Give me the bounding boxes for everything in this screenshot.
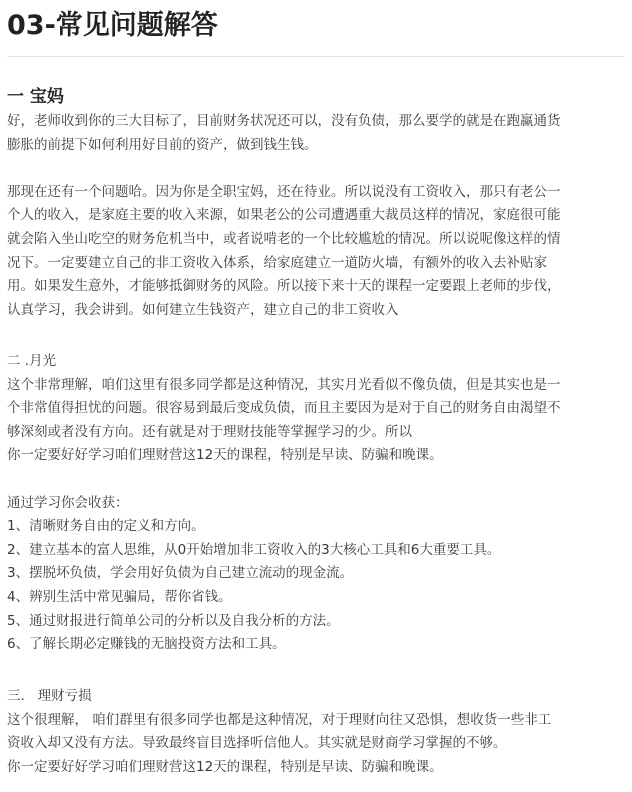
paragraph-line: 那现在还有一个问题哈。因为你是全职宝妈，还在待业。所以说没有工资收入，那只有老公一 <box>7 183 561 200</box>
section-heading-yueguang: 二 .月光 <box>7 353 57 369</box>
paragraph-line: 好，老师收到你的三大目标了，目前财务状况还可以，没有负债，那么要学的就是在跑赢通货 <box>7 113 561 129</box>
list-item: 6、了解长期必定赚钱的无脑投资方法和工具。 <box>7 636 286 653</box>
paragraph-line: 膨胀的前提下如何利用好目前的资产，做到钱生钱。 <box>7 136 318 153</box>
section-licaikuisun-body <box>7 685 625 779</box>
list-item: 2、建立基本的富人思维，从0开始增加非工资收入的3大核心工具和6大重要工具。 <box>7 541 501 558</box>
section-heading-baoma: 一 宝妈 <box>7 87 64 107</box>
paragraph-line: 个非常值得担忧的问题。很容易到最后变成负债，而且主要因为是对于自己的财务自由渴望不 <box>7 400 561 417</box>
list-item: 5、通过财报进行简单公司的分析以及自我分析的方法。 <box>7 612 340 629</box>
paragraph-line: 这个很理解， 咱们群里有很多同学也都是这种情况，对于理财向往又恐惧，想收货一些非工 <box>7 711 552 728</box>
paragraph-line: 够深刻或者没有方向。还有就是对于理财技能等掌握学习的少。所以 <box>7 423 412 440</box>
paragraph-line: 你一定要好好学习咱们理财营这12天的课程，特别是早读、防骗和晚课。 <box>7 447 443 464</box>
section-yueguang-body <box>7 350 625 657</box>
paragraph-line: 就会陷入坐山吃空的财务危机当中，或者说啃老的一个比较尴尬的情况。所以说呢像这样的情 <box>7 230 561 247</box>
gains-intro: 通过学习你会收获： <box>7 494 129 511</box>
page-title: 03-常见问题解答 <box>7 10 218 41</box>
section-heading-licaikuisun: 三. 理财亏损 <box>7 688 92 704</box>
paragraph-line: 认真学习，我会讲到。如何建立生钱资产，建立自己的非工资收入 <box>7 301 399 318</box>
list-item: 1、清晰财务自由的定义和方向。 <box>7 518 205 535</box>
paragraph-line: 用。如果发生意外，才能够抵御财务的风险。所以接下来十天的课程一定要跟上老师的步伐， <box>7 278 561 295</box>
title-divider <box>7 56 625 57</box>
section-baoma-body <box>7 110 625 322</box>
paragraph-gap <box>7 157 625 181</box>
paragraph-line: 资收入却又没有方法。导致最终盲目选择听信他人。其实就是财商学习掌握的不够。 <box>7 735 507 752</box>
paragraph-gap <box>7 468 625 492</box>
paragraph-line: 这个非常理解，咱们这里有很多同学都是这种情况，其实月光看似不像负债，但是其实也是一 <box>7 376 561 393</box>
paragraph-line: 个人的收入，是家庭主要的收入来源，如果老公的公司遭遇重大裁员这样的情况，家庭很可能 <box>7 207 561 224</box>
paragraph-line: 况下。一定要建立自己的非工资收入体系，给家庭建立一道防火墙，有额外的收入去补贴家 <box>7 254 547 271</box>
list-item: 3、摆脱坏负债，学会用好负债为自己建立流动的现金流。 <box>7 565 354 582</box>
list-item: 4、辨别生活中常见骗局，帮你省钱。 <box>7 588 232 605</box>
paragraph-line: 你一定要好好学习咱们理财营这12天的课程，特别是早读、防骗和晚课。 <box>7 758 443 775</box>
